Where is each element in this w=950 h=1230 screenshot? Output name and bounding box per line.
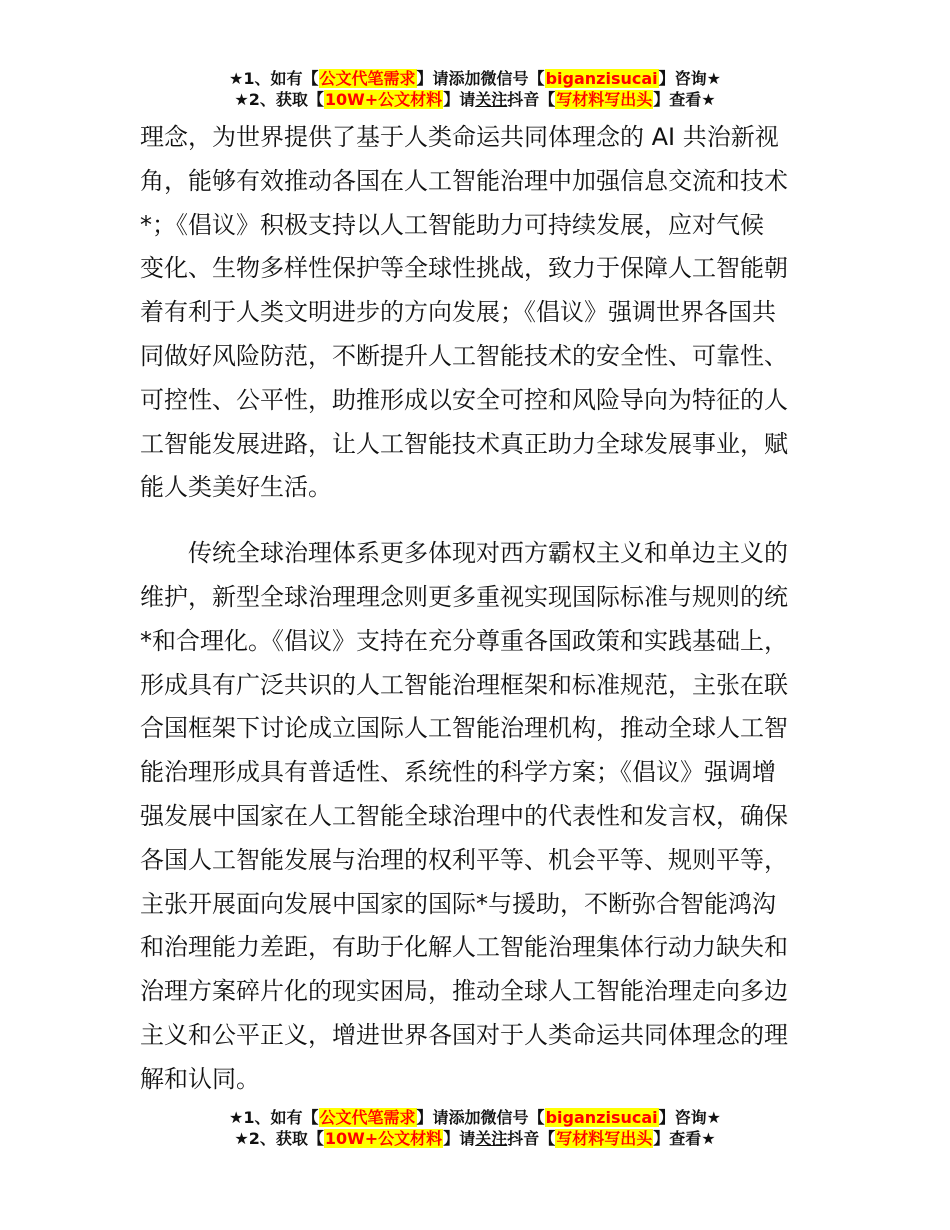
text-line: 主张开展面向发展中国家的国际*与援助，不断弥合智能鸿沟 bbox=[140, 889, 776, 918]
materials-highlight: 10W+公文材料 bbox=[324, 90, 443, 109]
promo-banner-bottom bbox=[0, 1107, 950, 1149]
text-line: 可控性、公平性，助推形成以安全可控和风险导向为特征的人 bbox=[140, 385, 788, 414]
text-line: 主义和公平正义，增进世界各国对于人类命运共同体理念的理 bbox=[140, 1020, 788, 1049]
text-line: 传统全球治理体系更多体现对西方霸权主义和单边主义的 bbox=[188, 539, 788, 568]
paragraph-1 bbox=[140, 116, 820, 510]
text-line: 治理方案碎片化的现实困局，推动全球人工智能治理走向多边 bbox=[140, 977, 788, 1006]
materials-highlight: 10W+公文材料 bbox=[324, 1129, 443, 1148]
text-line: 形成具有广泛共识的人工智能治理框架和标准规范，主张在联 bbox=[140, 670, 788, 699]
text-line: *；《倡议》积极支持以人工智能助力可持续发展，应对气候 bbox=[140, 210, 764, 239]
text-line: 各国人工智能发展与治理的权利平等、机会平等、规则平等， bbox=[140, 845, 788, 874]
text-line: 能治理形成具有普适性、系统性的科学方案；《倡议》强调增 bbox=[140, 758, 776, 787]
text-line: 强发展中国家在人工智能全球治理中的代表性和发言权，确保 bbox=[140, 801, 788, 830]
service-highlight: 公文代笔需求 bbox=[319, 69, 416, 88]
wechat-id-highlight: biganzisucai bbox=[545, 1108, 658, 1127]
paragraph-2 bbox=[140, 532, 820, 1101]
wechat-id-highlight: biganzisucai bbox=[545, 69, 658, 88]
text-line: 变化、生物多样性保护等全球性挑战，致力于保障人工智能朝 bbox=[140, 254, 788, 283]
text-line: 同做好风险防范，不断提升人工智能技术的安全性、可靠性、 bbox=[140, 341, 788, 370]
promo-line-2: ★2、获取【10W+公文材料】请关注抖音【写材料写出头】查看★ bbox=[234, 90, 716, 109]
promo-line-1: ★1、如有【公文代笔需求】请添加微信号【biganzisucai】咨询★ bbox=[229, 69, 721, 88]
douyin-account-highlight: 写材料写出头 bbox=[556, 1129, 653, 1148]
promo-line-1: ★1、如有【公文代笔需求】请添加微信号【biganzisucai】咨询★ bbox=[229, 1108, 721, 1127]
text-line: *和合理化。《倡议》支持在充分尊重各国政策和实践基础上， bbox=[140, 626, 788, 655]
douyin-account-highlight: 写材料写出头 bbox=[556, 90, 653, 109]
text-line: 能人类美好生活。 bbox=[140, 473, 332, 502]
service-highlight: 公文代笔需求 bbox=[319, 1108, 416, 1127]
text-line: 解和认同。 bbox=[140, 1064, 260, 1093]
text-line: 角，能够有效推动各国在人工智能治理中加强信息交流和技术 bbox=[140, 166, 788, 195]
text-line: 理念，为世界提供了基于人类命运共同体理念的 AI 共治新视 bbox=[140, 123, 779, 151]
text-line: 合国框架下讨论成立国际人工智能治理机构，推动全球人工智 bbox=[140, 714, 788, 743]
text-line: 维护，新型全球治理理念则更多重视实现国际标准与规则的统 bbox=[140, 582, 788, 611]
text-line: 和治理能力差距，有助于化解人工智能治理集体行动力缺失和 bbox=[140, 933, 788, 962]
promo-line-2: ★2、获取【10W+公文材料】请关注抖音【写材料写出头】查看★ bbox=[234, 1129, 716, 1148]
text-line: 工智能发展进路，让人工智能技术真正助力全球发展事业，赋 bbox=[140, 429, 788, 458]
text-line: 着有利于人类文明进步的方向发展；《倡议》强调世界各国共 bbox=[140, 298, 776, 327]
article-body bbox=[140, 116, 820, 1102]
promo-banner-top bbox=[0, 68, 950, 110]
